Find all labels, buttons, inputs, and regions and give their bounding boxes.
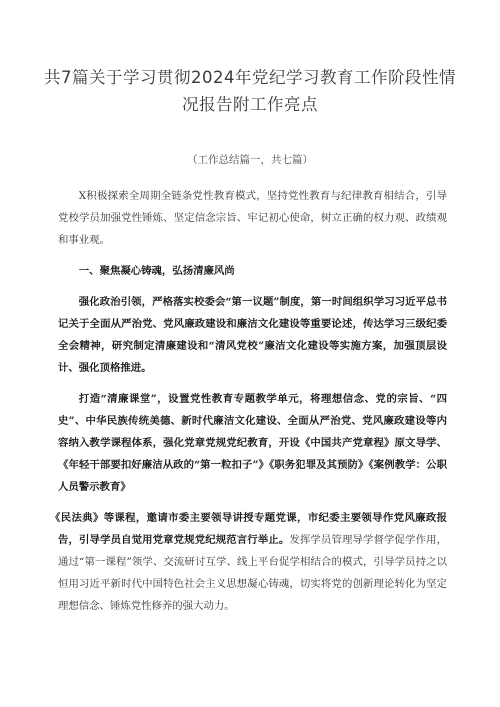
document-body	[50, 185, 448, 626]
paragraph-political-guidance: 强化政治引领，严格落实校委会“第一议题”制度，第一时间组织学习习近平总书记关于全面从严治党、党风廉政建设和廉洁文化建设等重要论述，传达学习三级纪委全会精神，研究制定清廉建设和“清风党校”廉洁文化建设等实施方案，加强顶层设计、强化顶格推进。	[58, 296, 447, 374]
intro-paragraph: X积极探索全周期全链条党性教育模式，坚持党性教育与纪律教育相结合，引导党校学员加强党性锤炼、坚定信念宗旨、牢记初心使命，树立正确的权力观、政绩观和事业观。	[58, 190, 447, 246]
paragraph-civil-code	[50, 507, 448, 617]
section-heading-1: 一、聚焦凝心铸魂，弘扬清廉风尚	[78, 265, 235, 277]
paragraph-civil-code-bold: 《民法典》等课程，邀请市委主要领导讲授专题党课，市纪委主要领导作党风廉政报告，引导学员自觉用党章党规党纪规范言行举止。	[50, 512, 447, 546]
paragraph-clean-classroom: 打造“清廉课堂”，设置党性教育专题教学单元，将理想信念、党的宗旨、“四史”、中华民族传统美德、新时代廉洁文化建设、全面从严治党、党风廉政建设等内容纳入教学课程体系，强化党章党规党纪教育，开设《中国共产党章程》原文导学、《年轻干部要扣好廉洁从政的“第一粒扣子”》《职务犯罪及其预防》《案例教学：公职人员警示教育》	[58, 393, 447, 493]
document-title: 共7篇关于学习贯彻2024年党纪学习教育工作阶段性情况报告附工作亮点	[44, 68, 456, 114]
paragraph-civil-code-normal: 发挥学员管理导学督学促学作用，通过“第一课程”领学、交流研讨互学、线上平台促学相结合的模式，引导学员持之以恒用习近平新时代中国特色社会主义思想凝心铸魂，切实将党的创新理论转化为坚定理想信念、锤炼党性修养的强大动力。	[58, 534, 448, 612]
document-subtitle: （工作总结篇一，共七篇）	[187, 154, 313, 166]
